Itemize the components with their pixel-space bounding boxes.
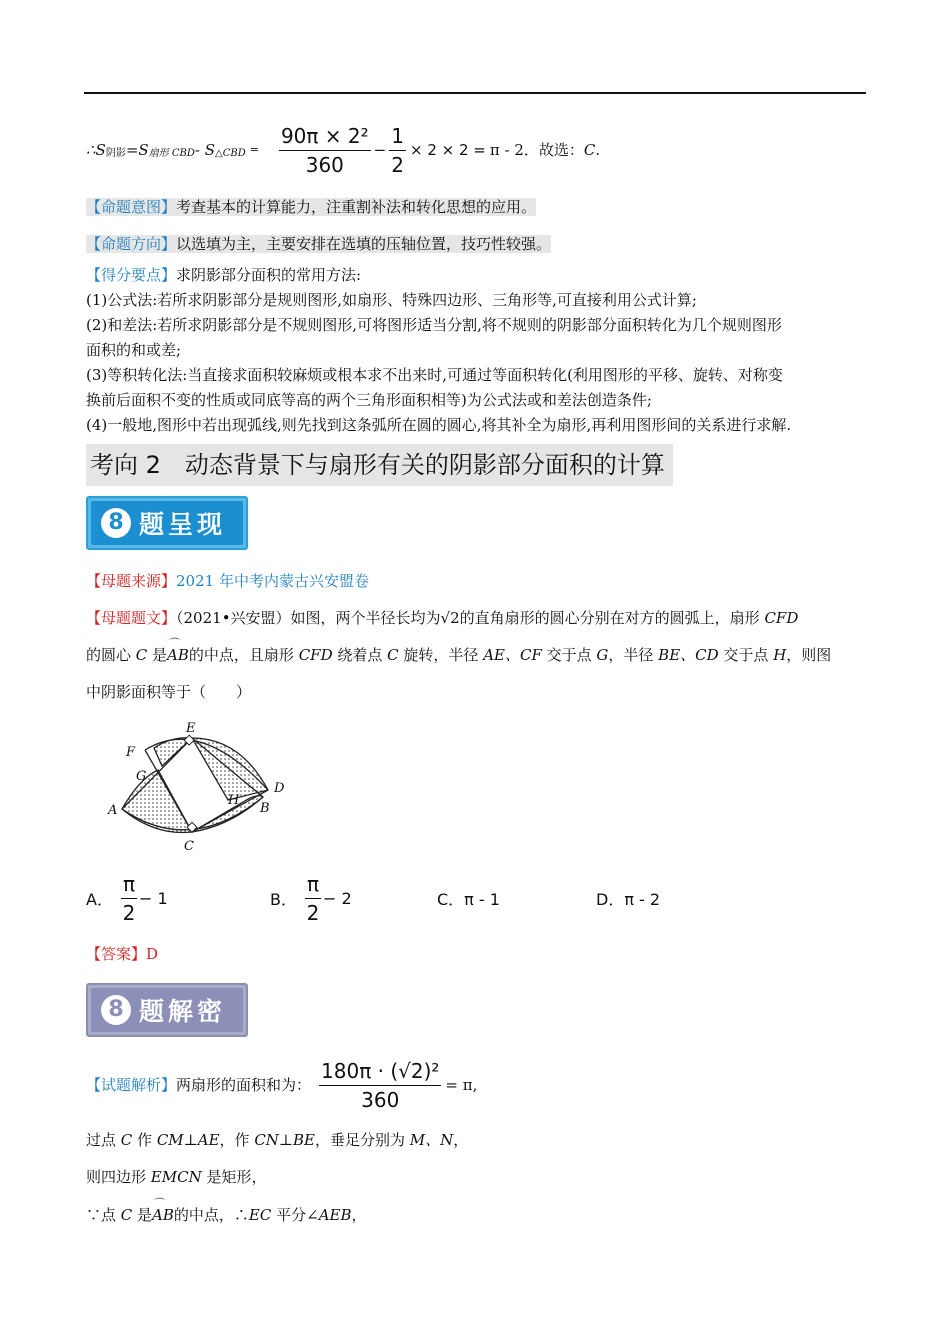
direction-tag: 【命题方向】 bbox=[86, 235, 177, 253]
arc-ab: ⌒ AB bbox=[167, 644, 189, 666]
option-b[interactable] bbox=[270, 870, 352, 927]
formula-minus: - S bbox=[194, 141, 216, 159]
problem-text-2c: 的中点，且扇形 bbox=[188, 646, 299, 664]
analysis-2f: ， bbox=[453, 1131, 469, 1149]
points-line-2a: (2)和差法:若所求阴影部分是不规则图形,可将图形适当分割,将不规则的阴影部分面积转化为几个规则图形 bbox=[86, 316, 782, 334]
analysis-2d: ，作 bbox=[219, 1131, 255, 1149]
fraction-denominator: 2 bbox=[306, 901, 320, 925]
option-c[interactable]: C．π - 1 bbox=[437, 890, 500, 909]
analysis-fraction bbox=[319, 1057, 441, 1114]
badge-loop-icon: 8 bbox=[101, 995, 131, 1025]
analysis-line-4 bbox=[86, 1204, 367, 1226]
fraction-denominator: 2 bbox=[391, 152, 404, 177]
points-intro-line bbox=[86, 264, 361, 286]
header-rule bbox=[84, 92, 866, 94]
sector-cfd-2: CFD bbox=[298, 646, 333, 664]
answer-letter: C bbox=[583, 141, 596, 159]
triangle-subscript: △CBD bbox=[215, 148, 246, 159]
problem-text-2d: 绕着点 bbox=[332, 646, 388, 664]
analysis-aeb: AEB bbox=[318, 1206, 352, 1224]
formula-prefix: ∴S bbox=[86, 141, 106, 159]
fraction-sector-area bbox=[279, 122, 371, 179]
intent-text: 考查基本的计算能力，注重割补法和转化思想的应用。 bbox=[176, 198, 537, 216]
points-line-4: (4)一般地,图形中若出现弧线,则先找到这条弧所在圆的圆心,将其补全为扇形,再利用图形间的关系进行求解. bbox=[86, 416, 792, 434]
analysis-cm-ae: CM⊥AE bbox=[156, 1131, 220, 1149]
badge-solution bbox=[86, 983, 248, 1037]
label-f: F bbox=[126, 745, 136, 760]
label-h: H bbox=[228, 793, 240, 808]
radii-ae-cf: AE、CF bbox=[483, 646, 542, 664]
formula-tail: × 2 × 2 = bbox=[409, 141, 486, 159]
analysis-lead: 两扇形的面积和为： bbox=[176, 1076, 312, 1094]
option-a-label: A． bbox=[86, 890, 113, 909]
formula-minus2: − bbox=[373, 141, 387, 159]
formula-eq1: =S bbox=[125, 141, 149, 159]
shaded-region-left bbox=[122, 770, 192, 833]
problem-text-2e: 旋转，半径 bbox=[398, 646, 484, 664]
analysis-ec: EC bbox=[248, 1206, 272, 1224]
analysis-eq-tail: = π, bbox=[445, 1076, 478, 1094]
points-intro: 求阴影部分面积的常用方法: bbox=[176, 266, 362, 284]
analysis-line-2 bbox=[86, 1129, 468, 1151]
answer-tag: 【答案】 bbox=[86, 945, 147, 963]
source-line bbox=[86, 570, 369, 592]
analysis-4a: ∵点 bbox=[86, 1206, 121, 1224]
option-b-label: B． bbox=[270, 890, 297, 909]
analysis-2a: 过点 bbox=[86, 1131, 121, 1149]
analysis-point-c: C bbox=[120, 1131, 133, 1149]
analysis-3b: 是矩形， bbox=[201, 1168, 267, 1186]
shade-subscript: 阴影 bbox=[105, 148, 126, 159]
fraction-numerator: π bbox=[121, 870, 137, 899]
problem-text-1a: （2021•兴安盟）如图，两个半径长均为 bbox=[176, 609, 441, 627]
problem-text-2i: ，则图 bbox=[786, 646, 832, 664]
problem-text-1b: 的直角扇形的圆心分别在对方的圆弧上，扇形 bbox=[459, 609, 765, 627]
answer-value: D bbox=[146, 945, 159, 963]
label-c: C bbox=[184, 839, 194, 854]
problem-text-2b: 是 bbox=[147, 646, 168, 664]
analysis-cn-be: CN⊥BE bbox=[254, 1131, 316, 1149]
points-line-1: (1)公式法:若所求阴影部分是规则图形,如扇形、特殊四边形、三角形等,可直接利用公式计算; bbox=[86, 291, 697, 309]
option-a[interactable] bbox=[86, 870, 168, 927]
fraction-numerator: π bbox=[305, 870, 321, 899]
analysis-4b: 是 bbox=[132, 1206, 153, 1224]
fraction-denominator: 360 bbox=[305, 152, 344, 177]
analysis-3a: 则四边形 bbox=[86, 1168, 151, 1186]
point-c-2: C bbox=[387, 646, 399, 664]
option-d[interactable]: D．π - 2 bbox=[596, 890, 661, 909]
formula-result: π - 2．故选： bbox=[489, 141, 584, 159]
top-formula bbox=[86, 118, 600, 182]
option-b-tail: − 2 bbox=[323, 889, 352, 908]
analysis-mn: M、N bbox=[409, 1131, 454, 1149]
label-g: G bbox=[136, 769, 147, 784]
badge-inner bbox=[91, 501, 243, 545]
label-a: A bbox=[108, 803, 118, 818]
formula-eq2: = bbox=[249, 143, 259, 156]
sector-cfd: CFD bbox=[764, 609, 799, 627]
badge-loop-icon: 8 bbox=[101, 508, 131, 538]
badge-text: 题呈现 bbox=[139, 510, 227, 539]
points-line-2b: 面积的和或差; bbox=[86, 341, 182, 359]
label-e: E bbox=[186, 721, 196, 736]
analysis-4d: 的中点，∴ bbox=[173, 1206, 249, 1224]
badge-text: 题解密 bbox=[139, 997, 227, 1026]
direction-text: 以选填为主，主要安排在选填的压轴位置，技巧性较强。 bbox=[176, 235, 552, 253]
answer-line bbox=[86, 943, 158, 965]
problem-tag: 【母题题文】 bbox=[86, 609, 177, 627]
direction-line bbox=[86, 233, 551, 255]
analysis-4f: ， bbox=[351, 1206, 367, 1224]
radii-be-cd: BE、CD bbox=[658, 646, 719, 664]
analysis-tag: 【试题解析】 bbox=[86, 1076, 177, 1094]
sector-subscript: 扇形 CBD bbox=[148, 148, 195, 159]
badge-inner bbox=[91, 988, 243, 1032]
fraction-half bbox=[389, 122, 406, 179]
badge-problem-presentation bbox=[86, 496, 248, 550]
sqrt-two: √2 bbox=[440, 609, 460, 627]
fraction-denominator: 360 bbox=[361, 1087, 400, 1112]
analysis-2b: 作 bbox=[132, 1131, 157, 1149]
analysis-arc-ab: ⌒ AB bbox=[152, 1204, 174, 1226]
point-h: H bbox=[773, 646, 787, 664]
point-g: G bbox=[596, 646, 609, 664]
option-a-fraction bbox=[121, 870, 137, 927]
analysis-2e: ，垂足分别为 bbox=[315, 1131, 410, 1149]
option-a-tail: − 1 bbox=[139, 889, 168, 908]
fraction-denominator: 2 bbox=[122, 901, 136, 925]
analysis-4e: 平分∠ bbox=[271, 1206, 319, 1224]
source-tag: 【母题来源】 bbox=[86, 572, 177, 590]
analysis-line-1 bbox=[86, 1050, 477, 1120]
problem-text-2g: ，半径 bbox=[608, 646, 659, 664]
source-text: 2021 年中考内蒙古兴安盟卷 bbox=[176, 572, 369, 590]
problem-line-2 bbox=[86, 644, 831, 666]
points-line-3b: 换前后面积不变的性质或同底等高的两个三角形面积相等)为公式法或和差法创造条件; bbox=[86, 391, 652, 409]
formula-period: . bbox=[595, 141, 601, 159]
geometry-figure bbox=[100, 718, 300, 858]
fraction-numerator: 1 bbox=[389, 122, 406, 151]
analysis-point-c-2: C bbox=[120, 1206, 133, 1224]
problem-line-3: 中阴影面积等于（ ） bbox=[86, 683, 252, 701]
points-line-3a: (3)等积转化法:当直接求面积较麻烦或根本求不出来时,可通过等面积转化(利用图形的平移、旋转、对称变 bbox=[86, 366, 783, 384]
problem-text-2f: 交于点 bbox=[541, 646, 597, 664]
fraction-numerator: 180π · (√2)² bbox=[319, 1057, 441, 1086]
section-heading: 考向 2 动态背景下与扇形有关的阴影部分面积的计算 bbox=[86, 444, 673, 486]
analysis-emcn: EMCN bbox=[150, 1168, 202, 1186]
intent-line bbox=[86, 196, 536, 218]
intent-tag: 【命题意图】 bbox=[86, 198, 177, 216]
problem-text-2a: 的圆心 bbox=[86, 646, 136, 664]
problem-line-1 bbox=[86, 607, 798, 629]
option-b-fraction bbox=[305, 870, 321, 927]
point-c: C bbox=[135, 646, 148, 664]
label-b: B bbox=[260, 801, 270, 816]
analysis-line-3 bbox=[86, 1166, 266, 1188]
fraction-numerator: 90π × 2² bbox=[279, 122, 371, 151]
problem-text-2h: 交于点 bbox=[718, 646, 774, 664]
points-tag: 【得分要点】 bbox=[86, 266, 177, 284]
label-d: D bbox=[274, 781, 285, 796]
